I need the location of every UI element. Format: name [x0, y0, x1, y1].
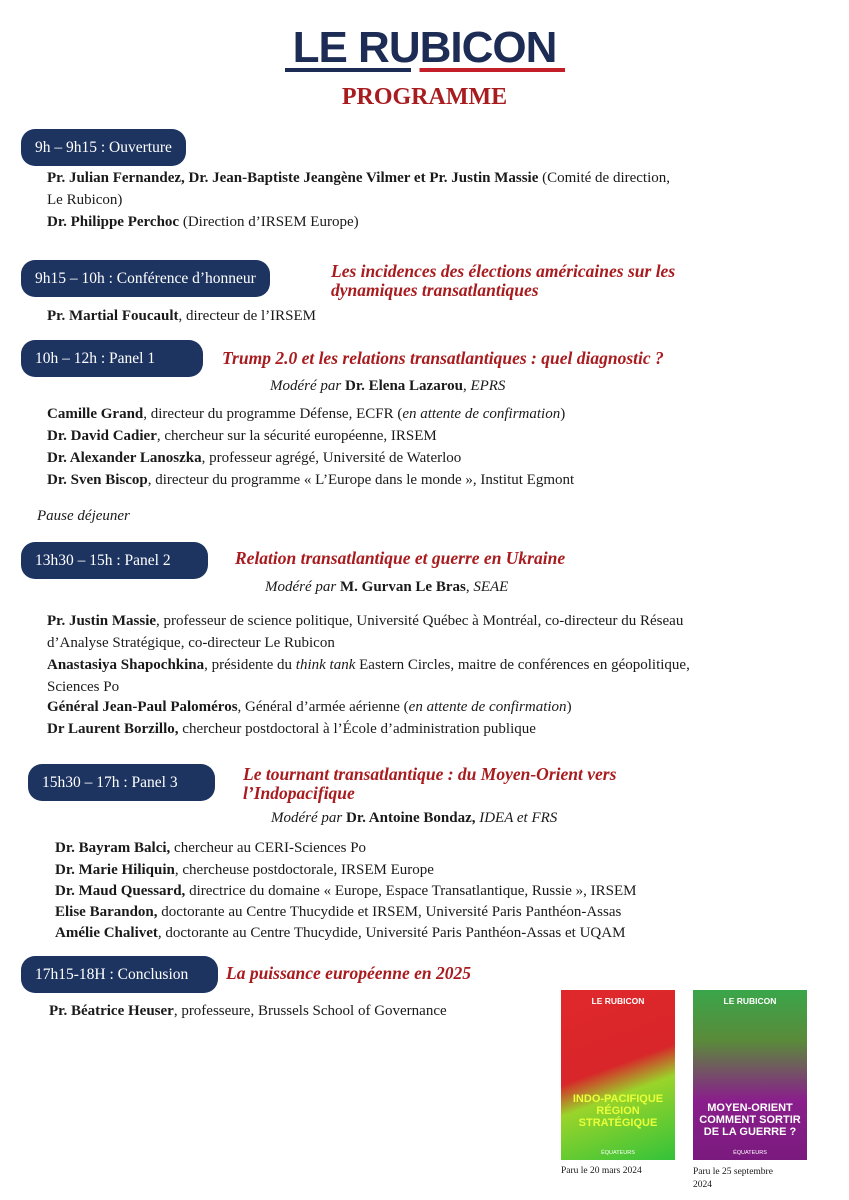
session-title: Relation transatlantique et guerre en Ukraine — [235, 548, 566, 568]
session-title: Les incidences des élections américaines sur les dynamiques transatlantiques — [331, 261, 676, 300]
speaker-line: Dr. Alexander Lanoszka, professeur agrégé, Université de Waterloo — [47, 450, 462, 466]
speaker-line: Pr. Justin Massie, professeur de science politique, Université Québec à Montréal, co-directeur du Réseau — [47, 613, 684, 629]
speaker-line: Dr Laurent Borzillo, chercheur postdoctoral à l’École d’administration publique — [47, 721, 536, 737]
book-cover-indo-pacifique: LE RUBICON INDO-PACIFIQUE RÉGION STRATÉGIQUE ÉQUATEURS — [561, 990, 675, 1160]
speaker-line: Anastasiya Shapochkina, présidente du think tank Eastern Circles, maitre de conférences en géopolitique, — [47, 657, 690, 673]
session-time-pill: 13h30 – 15h : Panel 2 — [21, 542, 208, 579]
session-time-pill: 15h30 – 17h : Panel 3 — [28, 764, 215, 801]
speaker-line: Dr. Philippe Perchoc (Direction d’IRSEM Europe) — [47, 214, 359, 230]
session-title: Le tournant transatlantique : du Moyen-Orient vers l’Indopacifique — [243, 764, 617, 803]
session-time-pill: 10h – 12h : Panel 1 — [21, 340, 203, 377]
speaker-line: Le Rubicon) — [47, 192, 123, 208]
speaker-line: Pr. Martial Foucault, directeur de l’IRSEM — [47, 308, 316, 324]
programme-title: PROGRAMME — [341, 84, 508, 110]
speaker-line: d’Analyse Stratégique, co-directeur Le Rubicon — [47, 635, 335, 651]
session-time-pill: 9h – 9h15 : Ouverture — [21, 129, 186, 166]
speaker-line: Dr. Bayram Balci, chercheur au CERI-Sciences Po — [55, 840, 367, 856]
book-cover-moyen-orient: LE RUBICON MOYEN-ORIENT COMMENT SORTIR DE LA GUERRE ? ÉQUATEURS — [693, 990, 807, 1160]
speaker-line: Amélie Chalivet, doctorante au Centre Thucydide, Université Paris Panthéon-Assas et UQAM — [55, 925, 626, 941]
logo-text: LE RUBICON — [292, 23, 557, 72]
moderator-line: Modéré par Dr. Antoine Bondaz, IDEA et FRS — [271, 810, 558, 826]
speaker-line: Sciences Po — [47, 679, 120, 695]
moderator-line: Modéré par M. Gurvan Le Bras, SEAE — [265, 579, 509, 595]
speaker-line: Camille Grand, directeur du programme Défense, ECFR (en attente de confirmation) — [47, 406, 566, 422]
speaker-line: Dr. Sven Biscop, directeur du programme « L’Europe dans le monde », Institut Egmont — [47, 472, 575, 488]
speaker-line: Pr. Béatrice Heuser, professeure, Brussels School of Governance — [49, 1003, 447, 1019]
book-caption: Paru le 20 mars 2024 — [561, 1166, 642, 1176]
session-title: La puissance européenne en 2025 — [226, 963, 471, 983]
moderator-line: Modéré par Dr. Elena Lazarou, EPRS — [270, 378, 506, 394]
speaker-line: Pr. Julian Fernandez, Dr. Jean-Baptiste Jeangène Vilmer et Pr. Justin Massie (Comité de direction, — [47, 170, 671, 186]
session-title: Trump 2.0 et les relations transatlantiques : quel diagnostic ? — [222, 348, 664, 368]
le-rubicon-logo — [0, 22, 849, 72]
speaker-line: Elise Barandon, doctorante au Centre Thucydide et IRSEM, Université Paris Panthéon-Assas — [55, 904, 622, 920]
speaker-line: Général Jean-Paul Paloméros, Général d’armée aérienne (en attente de confirmation) — [47, 699, 572, 715]
speaker-line: Dr. Marie Hiliquin, chercheuse postdoctorale, IRSEM Europe — [55, 862, 434, 878]
pause-dejeuner: Pause déjeuner — [37, 508, 130, 524]
book-caption: Paru le 25 septembre 2024 — [693, 1167, 773, 1190]
session-time-pill: 17h15-18H : Conclusion — [21, 956, 218, 993]
speaker-line: Dr. David Cadier, chercheur sur la sécurité européenne, IRSEM — [47, 428, 437, 444]
session-time-pill: 9h15 – 10h : Conférence d’honneur — [21, 260, 270, 297]
speaker-line: Dr. Maud Quessard, directrice du domaine « Europe, Espace Transatlantique, Russie », IRSEM — [55, 883, 637, 899]
